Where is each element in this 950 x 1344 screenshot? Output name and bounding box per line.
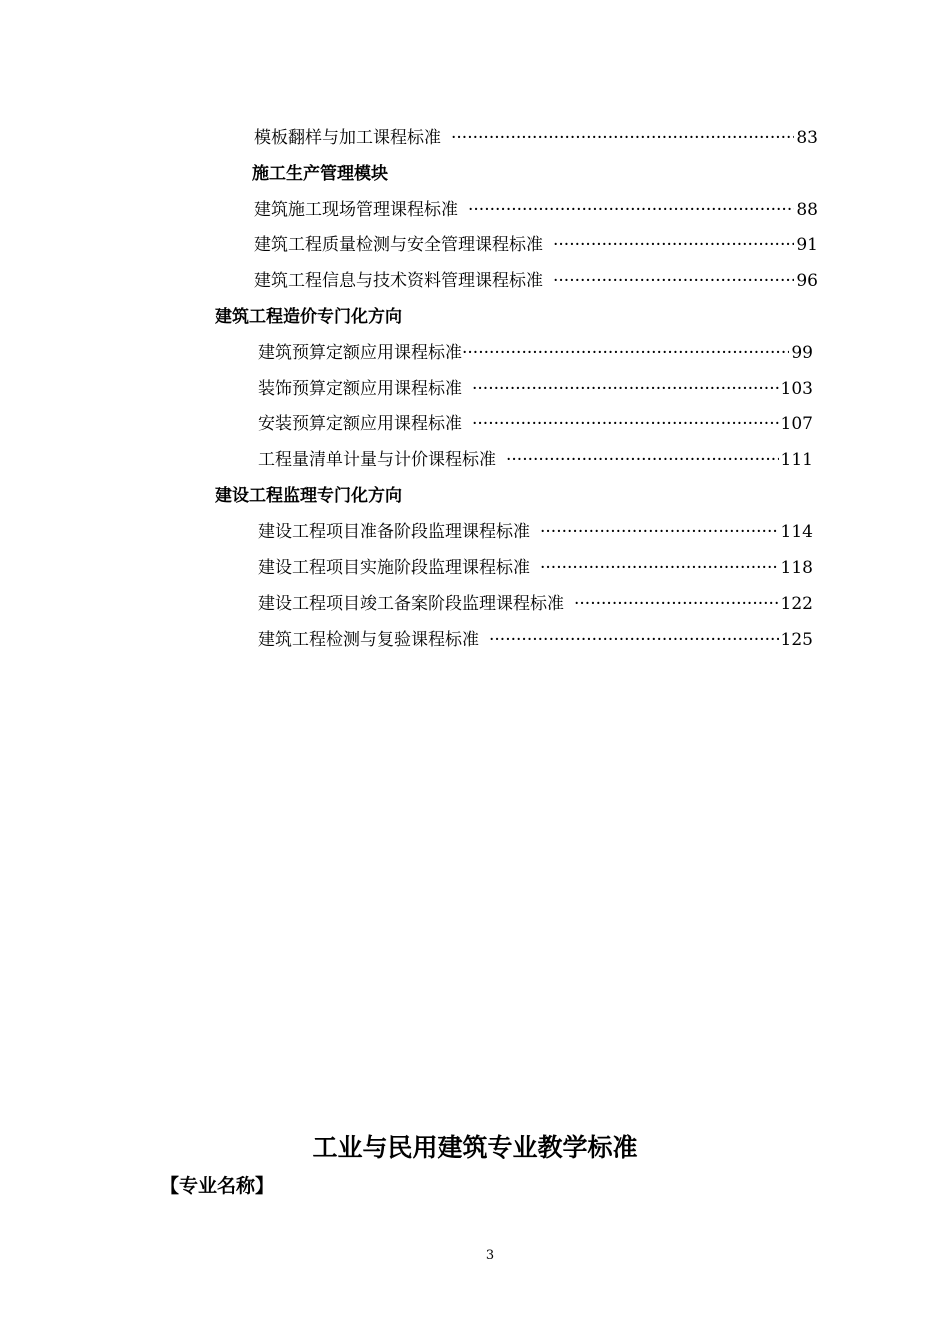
toc-entry[interactable] bbox=[258, 556, 813, 580]
toc-entry[interactable] bbox=[258, 520, 813, 544]
toc-entry[interactable] bbox=[254, 198, 818, 222]
toc-entry-page: 111 bbox=[780, 450, 813, 470]
document-title: 工业与民用建筑专业教学标准 bbox=[312, 1133, 638, 1162]
toc-entry-page: 122 bbox=[780, 594, 813, 614]
dot-leader bbox=[462, 341, 789, 365]
toc-entry-label: 建筑施工现场管理课程标准 bbox=[254, 200, 458, 220]
toc-entry-label: 模板翻样与加工课程标准 bbox=[254, 128, 441, 148]
toc-entry[interactable] bbox=[254, 233, 818, 257]
dot-leader bbox=[489, 628, 779, 652]
toc-entry[interactable] bbox=[258, 628, 813, 652]
toc-entry-label: 建设工程项目实施阶段监理课程标准 bbox=[258, 558, 530, 578]
toc-section-heading: 建设工程监理专门化方向 bbox=[215, 486, 402, 506]
toc-entry-page: 99 bbox=[791, 343, 813, 363]
dot-leader bbox=[506, 448, 779, 472]
toc-entry-page: 107 bbox=[780, 414, 813, 434]
toc-entry-page: 83 bbox=[796, 128, 818, 148]
toc-entry-label: 建筑工程质量检测与安全管理课程标准 bbox=[254, 235, 543, 255]
toc-entry-page: 118 bbox=[780, 558, 813, 578]
page-number: 3 bbox=[485, 1248, 495, 1263]
toc-entry-label: 建筑工程信息与技术资料管理课程标准 bbox=[254, 271, 543, 291]
toc-entry-page: 91 bbox=[796, 235, 818, 255]
toc-entry[interactable] bbox=[258, 592, 813, 616]
dot-leader bbox=[451, 126, 794, 150]
dot-leader bbox=[574, 592, 779, 616]
dot-leader bbox=[472, 412, 779, 436]
toc-section-heading: 建筑工程造价专门化方向 bbox=[215, 307, 402, 327]
toc-entry[interactable] bbox=[258, 377, 813, 401]
toc-entry-label: 装饰预算定额应用课程标准 bbox=[258, 379, 462, 399]
dot-leader bbox=[553, 269, 794, 293]
dot-leader bbox=[553, 233, 794, 257]
toc-entry-page: 96 bbox=[796, 271, 818, 291]
toc-entry-page: 114 bbox=[780, 522, 813, 542]
toc-entry[interactable] bbox=[258, 412, 813, 436]
toc-entry-page: 125 bbox=[780, 630, 813, 650]
toc-entry[interactable] bbox=[254, 269, 818, 293]
dot-leader bbox=[472, 377, 779, 401]
toc-entry-label: 建设工程项目准备阶段监理课程标准 bbox=[258, 522, 530, 542]
dot-leader bbox=[468, 198, 794, 222]
toc-entry-label: 工程量清单计量与计价课程标准 bbox=[258, 450, 496, 470]
toc-entry-page: 103 bbox=[780, 379, 813, 399]
dot-leader bbox=[540, 556, 779, 580]
toc-section-heading: 施工生产管理模块 bbox=[252, 164, 388, 184]
section-label: 【专业名称】 bbox=[160, 1175, 275, 1197]
toc-entry-page: 88 bbox=[796, 200, 818, 220]
toc-entry-label: 安装预算定额应用课程标准 bbox=[258, 414, 462, 434]
toc-entry-label: 建筑预算定额应用课程标准 bbox=[258, 343, 462, 363]
toc-entry-label: 建筑工程检测与复验课程标准 bbox=[258, 630, 479, 650]
toc-entry[interactable] bbox=[254, 126, 818, 150]
toc-entry[interactable] bbox=[258, 448, 813, 472]
toc-entry[interactable] bbox=[258, 341, 813, 365]
toc-entry-label: 建设工程项目竣工备案阶段监理课程标准 bbox=[258, 594, 564, 614]
dot-leader bbox=[540, 520, 779, 544]
